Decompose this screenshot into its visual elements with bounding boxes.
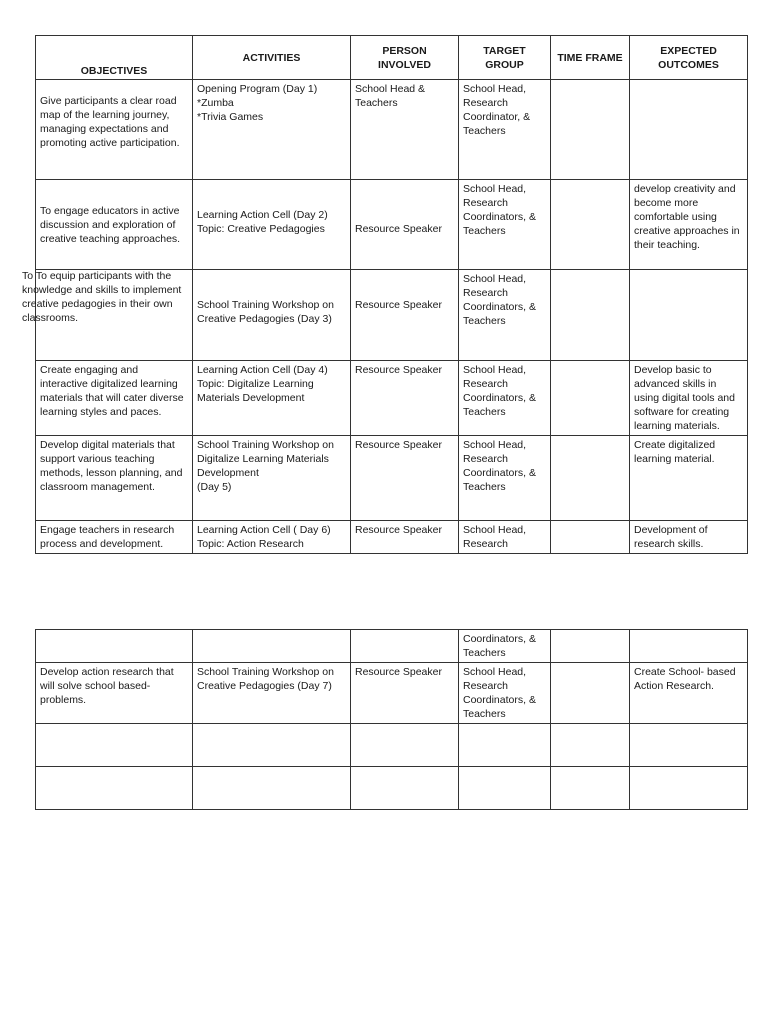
objective-cell: Engage teachers in research process and development. [36,521,193,554]
header-time-frame: TIME FRAME [551,36,630,80]
target-cell: School Head, Research Coordinators, & Teachers [459,180,551,270]
person-cell: Resource Speaker [351,361,459,436]
activity-cell [193,270,351,361]
activity-cell [193,180,351,270]
objective-text: To engage educators in active discussion and exploration of creative teaching approaches. [40,205,181,245]
person-cell [351,270,459,361]
person-cell [351,630,459,663]
time-frame-cell [551,724,630,767]
activity-cell: Learning Action Cell (Day 4) Topic: Digitalize Learning Materials Development [193,361,351,436]
table-row [36,521,748,554]
time-frame-cell [551,630,630,663]
outcome-cell: Develop basic to advanced skills in using digital tools and software for creating learning materials. [630,361,748,436]
activity-text: School Training Workshop on Creative Pedagogies (Day 3) [197,299,334,325]
outcome-cell: develop creativity and become more comfortable using creative approaches in their teaching. [630,180,748,270]
outcome-cell [630,270,748,361]
table-row [36,180,748,270]
header-row [36,36,748,80]
person-cell: Resource Speaker [351,521,459,554]
outcome-cell [630,767,748,810]
header-person-involved: PERSON INVOLVED [351,36,459,80]
objective-cell [36,630,193,663]
activity-text: Learning Action Cell (Day 2) Topic: Creative Pedagogies [197,209,328,235]
activity-cell: School Training Workshop on Digitalize Learning Materials Development (Day 5) [193,436,351,521]
outcome-cell [630,724,748,767]
target-cell: School Head, Research Coordinators, & Teachers [459,361,551,436]
target-cell [459,724,551,767]
table-row [36,767,748,810]
time-frame-cell [551,270,630,361]
objective-cell [36,180,193,270]
objective-text: Give participants a clear road map of the learning journey, managing expectations and promoting active participation. [40,95,180,149]
table-row [36,436,748,521]
person-cell: Resource Speaker [351,436,459,521]
header-expected-outcomes: EXPECTED OUTCOMES [630,36,748,80]
activity-cell: Opening Program (Day 1) *Zumba *Trivia Games [193,80,351,180]
activity-cell [193,767,351,810]
time-frame-cell [551,361,630,436]
activity-cell: School Training Workshop on Creative Pedagogies (Day 7) [193,663,351,724]
person-cell [351,767,459,810]
outcome-cell: Create School- based Action Research. [630,663,748,724]
table-row [36,663,748,724]
activity-cell [193,630,351,663]
objective-cell [36,724,193,767]
objective-cell: Create engaging and interactive digitalized learning materials that will cater diverse learning styles and paces. [36,361,193,436]
target-cell: School Head, Research [459,521,551,554]
activity-cell [193,724,351,767]
table-row [36,361,748,436]
time-frame-cell [551,80,630,180]
outcome-cell [630,630,748,663]
target-cell: School Head, Research Coordinators, & Teachers [459,663,551,724]
objective-cell: Develop digital materials that support various teaching methods, lesson planning, and classroom management. [36,436,193,521]
table-row [36,630,748,663]
time-frame-cell [551,521,630,554]
header-activities: ACTIVITIES [193,36,351,80]
outcome-cell: Create digitalized learning material. [630,436,748,521]
person-cell [351,180,459,270]
time-frame-cell [551,663,630,724]
header-objectives: OBJECTIVES [36,36,193,80]
target-cell: School Head, Research Coordinator, & Teachers [459,80,551,180]
time-frame-cell [551,180,630,270]
time-frame-cell [551,767,630,810]
objective-text-overflow: To To equip participants with the knowledge and skills to implement creative pedagogies in their own classrooms. [22,270,182,324]
target-cell: School Head, Research Coordinators, & Teachers [459,270,551,361]
table-row [36,80,748,180]
person-cell: School Head & Teachers [351,80,459,180]
target-cell: School Head, Research Coordinators, & Teachers [459,436,551,521]
activity-cell: Learning Action Cell ( Day 6) Topic: Action Research [193,521,351,554]
outcome-cell: Development of research skills. [630,521,748,554]
person-text: Resource Speaker [355,299,442,311]
target-cell: Coordinators, & Teachers [459,630,551,663]
objective-cell [36,80,193,180]
objective-cell [36,767,193,810]
person-cell: Resource Speaker [351,663,459,724]
person-cell [351,724,459,767]
table-row [36,724,748,767]
time-frame-cell [551,436,630,521]
target-cell [459,767,551,810]
header-target-group: TARGET GROUP [459,36,551,80]
objective-cell: Develop action research that will solve school based-problems. [36,663,193,724]
person-text: Resource Speaker [355,223,442,235]
plan-table-part-2 [35,629,748,810]
outcome-cell [630,80,748,180]
